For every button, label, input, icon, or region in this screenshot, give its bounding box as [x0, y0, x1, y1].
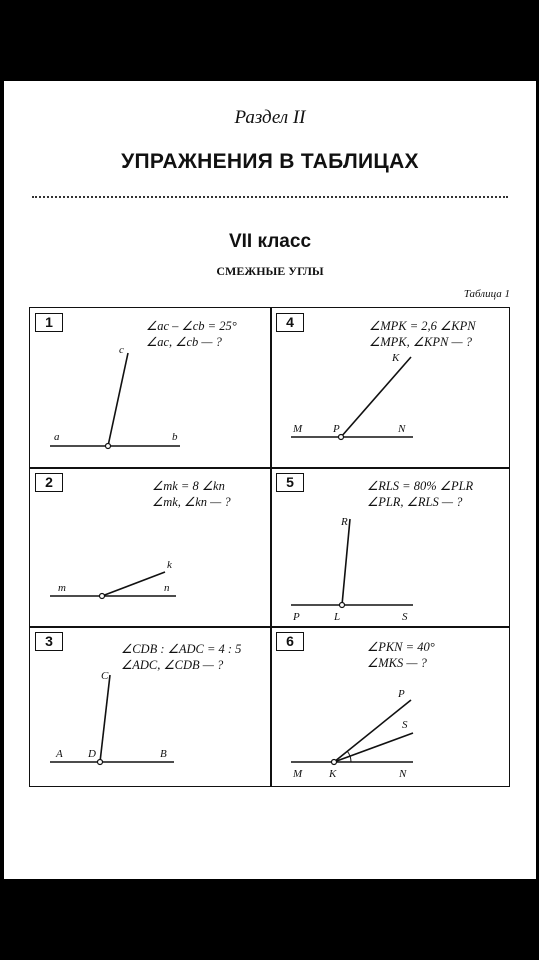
exercise-table — [29, 307, 510, 787]
point-label: A — [56, 748, 63, 760]
angle-diagram — [271, 468, 511, 627]
textbook-page — [4, 81, 536, 879]
point-label: L — [334, 611, 341, 623]
exercise-condition: ∠MPK = 2,6 ∠KPN ∠MPK, ∠KPN — ? — [369, 319, 476, 349]
point-label: N — [399, 768, 407, 780]
angle-diagram — [30, 627, 270, 786]
page-title: УПРАЖНЕНИЯ В ТАБЛИЦАХ — [121, 150, 419, 173]
angle-diagram — [30, 468, 270, 627]
exercise-condition: ∠mk = 8 ∠kn ∠mk, ∠kn — ? — [152, 479, 231, 509]
point-label: b — [172, 431, 178, 443]
exercise-number: 3 — [35, 632, 63, 651]
exercise-condition: ∠CDB : ∠ADC = 4 : 5 ∠ADC, ∠CDB — ? — [121, 642, 242, 672]
point-label: K — [329, 768, 337, 780]
point-label: N — [398, 423, 406, 435]
point-label: a — [54, 431, 60, 443]
point-label: K — [392, 352, 400, 364]
exercise-condition: ∠ac – ∠cb = 25° ∠ac, ∠cb — ? — [146, 319, 237, 349]
table-label: Таблица 1 — [463, 288, 510, 300]
exercise-number: 2 — [35, 473, 63, 492]
exercise-cell-5 — [271, 468, 511, 627]
topic-heading: СМЕЖНЫЕ УГЛЫ — [216, 264, 324, 278]
exercise-number: 6 — [276, 632, 304, 651]
exercise-cell-6 — [271, 627, 511, 786]
point-label: n — [164, 582, 170, 594]
angle-diagram — [271, 627, 511, 786]
point-label: B — [160, 748, 167, 760]
point-label: R — [341, 516, 348, 528]
point-label: P — [333, 423, 340, 435]
point-label: M — [293, 423, 303, 435]
exercise-number: 1 — [35, 313, 63, 332]
section-heading: Раздел II — [234, 107, 306, 128]
exercise-cell-1 — [30, 308, 270, 467]
exercise-cell-2 — [30, 468, 270, 627]
point-label: M — [293, 768, 303, 780]
angle-diagram — [271, 308, 511, 467]
point-label: C — [101, 670, 109, 682]
point-label: P — [398, 688, 405, 700]
exercise-condition: ∠PKN = 40° ∠MKS — ? — [367, 640, 435, 670]
exercise-number: 4 — [276, 313, 304, 332]
angle-diagram — [30, 308, 270, 467]
exercise-number: 5 — [276, 473, 304, 492]
point-label: c — [119, 344, 124, 356]
dotted-divider — [32, 196, 508, 198]
point-label: k — [167, 559, 172, 571]
point-label: P — [293, 611, 300, 623]
point-label: m — [58, 582, 66, 594]
point-label: S — [402, 611, 408, 623]
exercise-cell-4 — [271, 308, 511, 467]
exercise-cell-3 — [30, 627, 270, 786]
point-label: S — [402, 719, 408, 731]
grade-heading: VII класс — [228, 231, 312, 252]
exercise-condition: ∠RLS = 80% ∠PLR ∠PLR, ∠RLS — ? — [367, 479, 474, 509]
point-label: D — [88, 748, 96, 760]
